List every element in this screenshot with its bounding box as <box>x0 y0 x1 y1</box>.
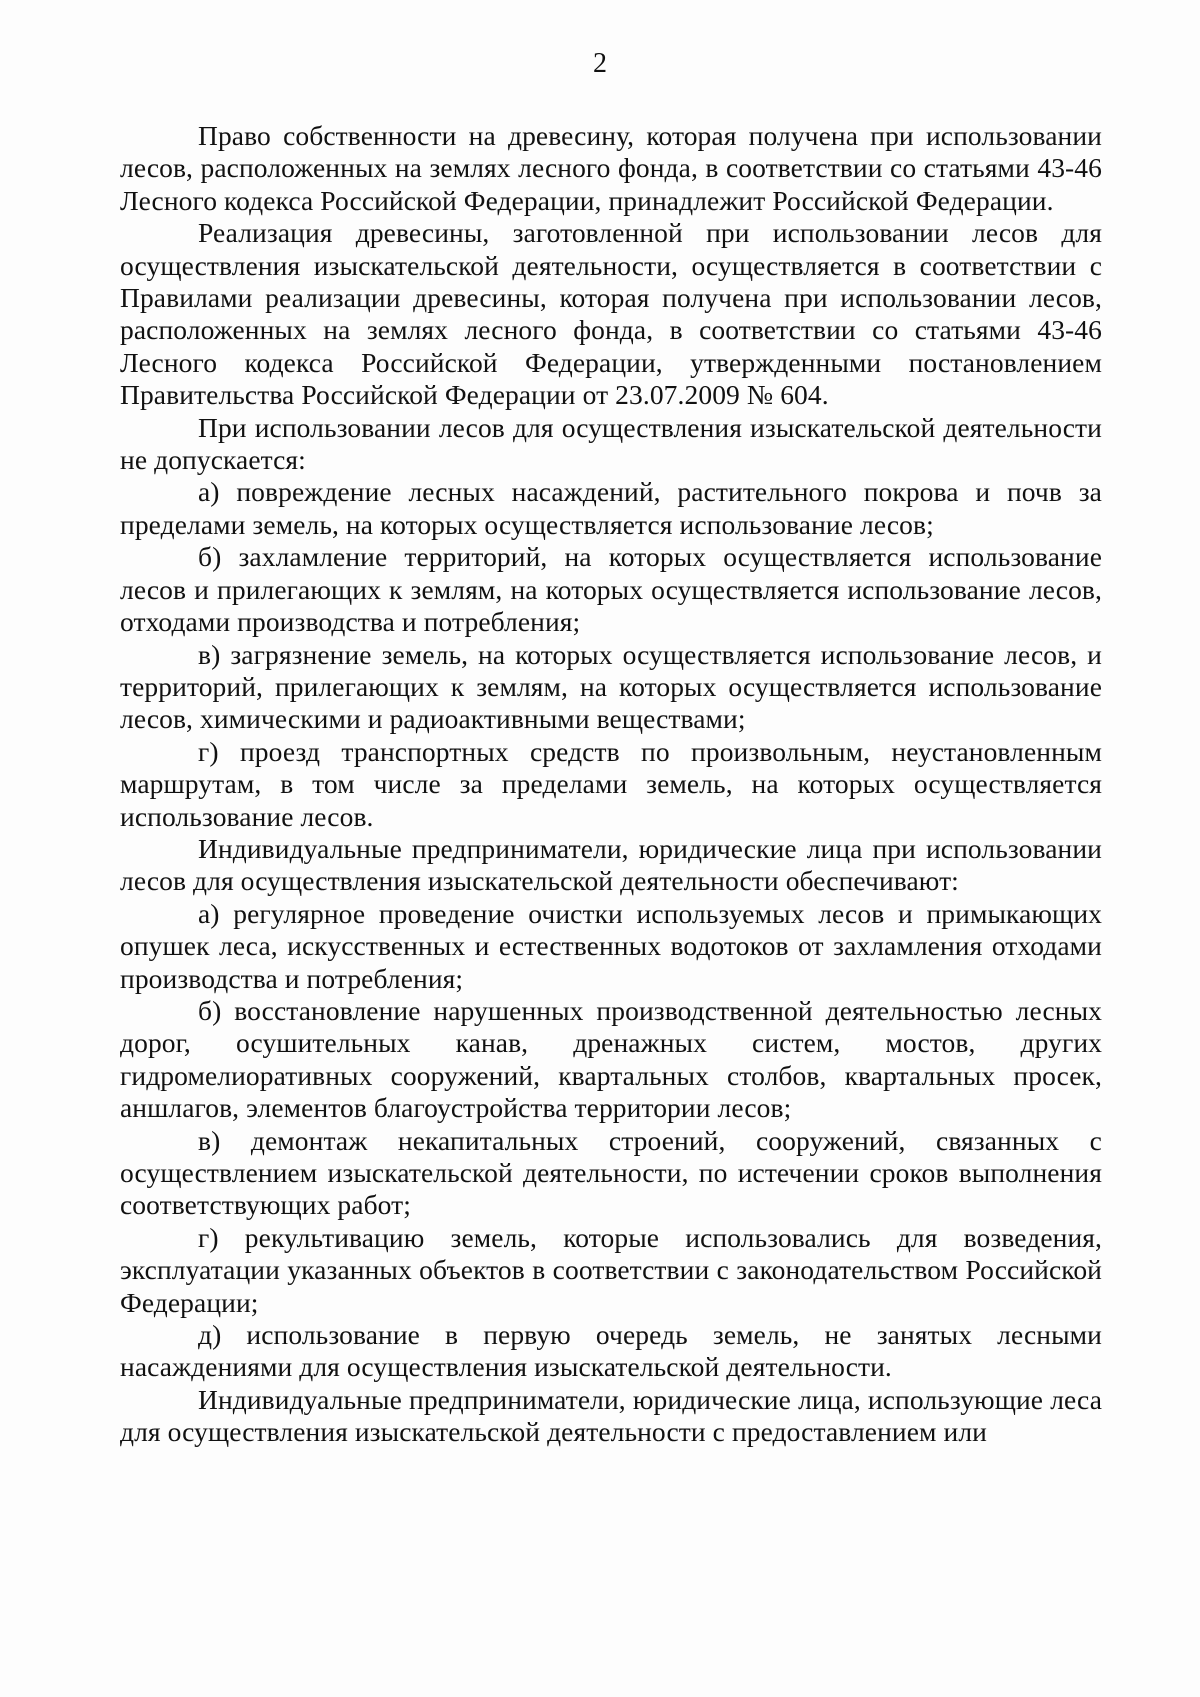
paragraph-obligations-intro: Индивидуальные предприниматели, юридические лица при использовании лесов для осуществления изыскательской деятельности обеспечивают: <box>120 832 1102 897</box>
document-body <box>120 120 1102 1449</box>
paragraph-ownership: Право собственности на древесину, которая получена при использовании лесов, расположенных на землях лесного фонда, в соответствии со статьями 43-46 Лесного кодекса Российской Федерации, принадлежит Российской Федерации. <box>120 120 1102 216</box>
list-item-obligation-b: б) восстановление нарушенных производственной деятельностью лесных дорог, осушительных канав, дренажных систем, мостов, других гидромелиоративных сооружений, квартальных столбов, квартальных просек, аншлагов, элементов благоустройства территории лесов; <box>120 994 1102 1124</box>
list-item-prohibited-g: г) проезд транспортных средств по произвольным, неустановленным маршрутам, в том числе за пределами земель, на которых осуществляется использование лесов. <box>120 735 1102 832</box>
list-item-obligation-v: в) демонтаж некапитальных строений, сооружений, связанных с осуществлением изыскательской деятельности, по истечении сроков выполнения соответствующих работ; <box>120 1124 1102 1221</box>
list-item-obligation-d: д) использование в первую очередь земель, не занятых лесными насаждениями для осуществления изыскательской деятельности. <box>120 1319 1102 1383</box>
list-item-obligation-a: а) регулярное проведение очистки используемых лесов и примыкающих опушек леса, искусственных и естественных водотоков от захламления отходами производства и потребления; <box>120 897 1102 994</box>
paragraph-timber-sale: Реализация древесины, заготовленной при использовании лесов для осуществления изыскательской деятельности, осуществляется в соответствии с Правилами реализации древесины, которая получена при использовании лесов, расположенных на землях лесного фонда, в соответствии со статьями 43-46 Лесного кодекса Российской Федерации, утвержденными постановлением Правительства Российской Федерации от 23.07.2009 № 604. <box>120 217 1102 411</box>
page-number: 2 <box>593 48 607 79</box>
paragraph-continued: Индивидуальные предприниматели, юридические лица, использующие леса для осуществления изыскательской деятельности с предоставлением или <box>120 1383 1102 1448</box>
list-item-obligation-g: г) рекультивацию земель, которые использовались для возведения, эксплуатации указанных объектов в соответствии с законодательством Российской Федерации; <box>120 1221 1102 1318</box>
list-item-prohibited-a: а) повреждение лесных насаждений, растительного покрова и почв за пределами земель, на которых осуществляется использование лесов; <box>120 476 1102 540</box>
list-item-prohibited-v: в) загрязнение земель, на которых осуществляется использование лесов, и территорий, прилегающих к землям, на которых осуществляется использование лесов, химическими и радиоактивными веществами; <box>120 638 1102 735</box>
list-item-prohibited-b: б) захламление территорий, на которых осуществляется использование лесов и прилегающих к землям, на которых осуществляется использование лесов, отходами производства и потребления; <box>120 541 1102 638</box>
paragraph-prohibited-intro: При использовании лесов для осуществления изыскательской деятельности не допускается: <box>120 411 1102 476</box>
